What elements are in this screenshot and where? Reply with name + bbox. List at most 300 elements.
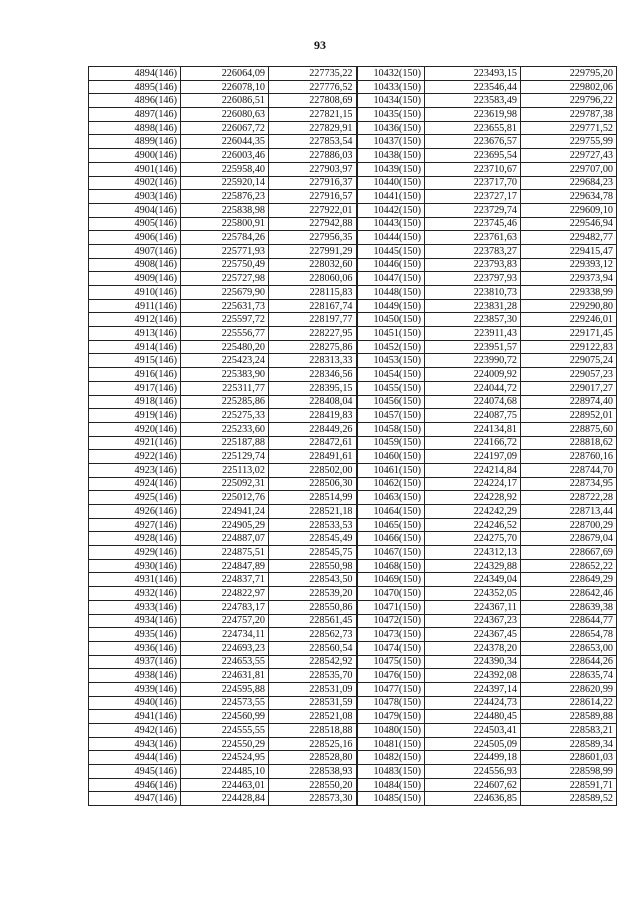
cell-point-id-left: 4906(146) [89,231,181,245]
cell-x-left: 225784,26 [181,231,269,245]
cell-y-right: 229707,00 [521,162,617,176]
cell-x-left: 226044,35 [181,135,269,149]
cell-y-left: 227903,97 [269,162,357,176]
cell-y-right: 229802,06 [521,80,617,94]
cell-x-left: 225771,93 [181,244,269,258]
table-row [89,778,617,792]
cell-y-left: 227942,88 [269,217,357,231]
cell-x-left: 226086,51 [181,94,269,108]
cell-y-left: 228491,61 [269,450,357,464]
cell-x-right: 224390,34 [425,655,521,669]
cell-x-left: 225480,20 [181,340,269,354]
cell-point-id-right: 10477(150) [357,682,425,696]
table-row [89,381,617,395]
cell-y-right: 229795,20 [521,67,617,81]
cell-point-id-left: 4916(146) [89,368,181,382]
cell-point-id-right: 10446(150) [357,258,425,272]
table-row [89,491,617,505]
cell-x-left: 224595,88 [181,682,269,696]
cell-point-id-left: 4899(146) [89,135,181,149]
cell-x-left: 224550,29 [181,737,269,751]
cell-y-right: 229482,77 [521,231,617,245]
cell-point-id-right: 10456(150) [357,395,425,409]
cell-y-right: 229771,52 [521,121,617,135]
table-row [89,340,617,354]
cell-y-left: 228538,93 [269,765,357,779]
cell-x-left: 225187,88 [181,436,269,450]
cell-x-left: 224757,20 [181,614,269,628]
cell-point-id-left: 4935(146) [89,628,181,642]
cell-y-left: 227922,01 [269,203,357,217]
cell-y-right: 229373,94 [521,272,617,286]
cell-y-left: 228197,77 [269,313,357,327]
cell-point-id-left: 4946(146) [89,778,181,792]
table-row [89,518,617,532]
cell-x-right: 224214,84 [425,463,521,477]
cell-point-id-right: 10445(150) [357,244,425,258]
cell-x-right: 223745,46 [425,217,521,231]
cell-point-id-right: 10466(150) [357,532,425,546]
cell-x-right: 223710,67 [425,162,521,176]
cell-x-left: 225423,24 [181,354,269,368]
cell-point-id-right: 10453(150) [357,354,425,368]
cell-x-left: 224653,55 [181,655,269,669]
cell-point-id-left: 4911(146) [89,299,181,313]
cell-x-right: 224246,52 [425,518,521,532]
table-row [89,354,617,368]
cell-y-right: 229246,01 [521,313,617,327]
table-row [89,135,617,149]
cell-y-left: 228542,92 [269,655,357,669]
cell-point-id-left: 4937(146) [89,655,181,669]
cell-x-left: 224905,29 [181,518,269,532]
cell-point-id-left: 4907(146) [89,244,181,258]
cell-point-id-right: 10449(150) [357,299,425,313]
cell-x-left: 224560,99 [181,710,269,724]
cell-y-right: 228639,38 [521,600,617,614]
cell-point-id-right: 10438(150) [357,149,425,163]
cell-x-right: 224312,13 [425,546,521,560]
cell-y-right: 228589,88 [521,710,617,724]
cell-point-id-right: 10433(150) [357,80,425,94]
cell-y-right: 229290,80 [521,299,617,313]
cell-y-left: 228395,15 [269,381,357,395]
cell-point-id-left: 4918(146) [89,395,181,409]
table-row [89,587,617,601]
table-row [89,272,617,286]
cell-x-left: 226067,72 [181,121,269,135]
cell-point-id-left: 4921(146) [89,436,181,450]
cell-point-id-left: 4942(146) [89,724,181,738]
cell-x-left: 225750,49 [181,258,269,272]
cell-y-left: 228167,74 [269,299,357,313]
cell-y-right: 229787,38 [521,108,617,122]
cell-x-left: 225012,76 [181,491,269,505]
cell-x-right: 224087,75 [425,409,521,423]
cell-y-right: 228654,78 [521,628,617,642]
cell-x-left: 225876,23 [181,190,269,204]
table-row [89,94,617,108]
cell-point-id-right: 10471(150) [357,600,425,614]
cell-x-right: 223695,54 [425,149,521,163]
cell-y-left: 227808,69 [269,94,357,108]
cell-x-right: 224503,41 [425,724,521,738]
cell-y-right: 229017,27 [521,381,617,395]
cell-point-id-left: 4930(146) [89,559,181,573]
cell-x-right: 224134,81 [425,422,521,436]
cell-point-id-right: 10437(150) [357,135,425,149]
cell-point-id-right: 10465(150) [357,518,425,532]
cell-x-left: 226064,09 [181,67,269,81]
cell-point-id-right: 10472(150) [357,614,425,628]
cell-point-id-left: 4902(146) [89,176,181,190]
cell-x-left: 225920,14 [181,176,269,190]
cell-y-left: 228531,09 [269,682,357,696]
coordinates-table [88,66,617,806]
cell-x-left: 225800,91 [181,217,269,231]
cell-x-left: 225113,02 [181,463,269,477]
cell-y-right: 228734,95 [521,477,617,491]
cell-y-right: 228679,04 [521,532,617,546]
table-row [89,190,617,204]
cell-point-id-left: 4917(146) [89,381,181,395]
cell-x-left: 224783,17 [181,600,269,614]
cell-y-left: 228533,53 [269,518,357,532]
cell-x-left: 224822,97 [181,587,269,601]
cell-point-id-right: 10454(150) [357,368,425,382]
cell-point-id-left: 4914(146) [89,340,181,354]
cell-x-right: 224367,45 [425,628,521,642]
cell-x-left: 226078,10 [181,80,269,94]
cell-point-id-left: 4898(146) [89,121,181,135]
cell-y-right: 228744,70 [521,463,617,477]
cell-x-left: 224847,89 [181,559,269,573]
cell-point-id-right: 10484(150) [357,778,425,792]
table-row [89,422,617,436]
cell-x-left: 226003,46 [181,149,269,163]
cell-x-right: 224424,73 [425,696,521,710]
cell-point-id-right: 10470(150) [357,587,425,601]
cell-y-left: 227991,29 [269,244,357,258]
cell-x-right: 224242,29 [425,505,521,519]
cell-y-right: 229393,12 [521,258,617,272]
cell-x-right: 224636,85 [425,792,521,806]
cell-point-id-left: 4904(146) [89,203,181,217]
cell-y-right: 228598,99 [521,765,617,779]
cell-y-right: 229755,99 [521,135,617,149]
cell-point-id-right: 10473(150) [357,628,425,642]
cell-y-left: 228545,75 [269,546,357,560]
cell-y-right: 228760,16 [521,450,617,464]
cell-point-id-left: 4933(146) [89,600,181,614]
cell-x-left: 224555,55 [181,724,269,738]
cell-point-id-right: 10455(150) [357,381,425,395]
cell-y-left: 228419,83 [269,409,357,423]
cell-x-right: 223857,30 [425,313,521,327]
cell-point-id-left: 4909(146) [89,272,181,286]
cell-point-id-right: 10434(150) [357,94,425,108]
cell-x-right: 224166,72 [425,436,521,450]
cell-point-id-left: 4896(146) [89,94,181,108]
cell-point-id-right: 10483(150) [357,765,425,779]
cell-point-id-right: 10461(150) [357,463,425,477]
table-row [89,792,617,806]
cell-point-id-left: 4931(146) [89,573,181,587]
cell-point-id-left: 4944(146) [89,751,181,765]
cell-x-left: 226080,63 [181,108,269,122]
cell-point-id-left: 4938(146) [89,669,181,683]
cell-y-right: 228642,46 [521,587,617,601]
cell-y-left: 228539,20 [269,587,357,601]
cell-point-id-left: 4927(146) [89,518,181,532]
cell-point-id-right: 10444(150) [357,231,425,245]
table-row [89,395,617,409]
cell-y-left: 228060,06 [269,272,357,286]
cell-y-right: 228583,21 [521,724,617,738]
cell-y-left: 227735,22 [269,67,357,81]
cell-y-right: 228644,26 [521,655,617,669]
cell-point-id-right: 10463(150) [357,491,425,505]
cell-x-right: 223583,49 [425,94,521,108]
table-row [89,573,617,587]
cell-y-right: 228601,03 [521,751,617,765]
cell-x-left: 224485,10 [181,765,269,779]
cell-y-right: 228644,77 [521,614,617,628]
cell-x-right: 224275,70 [425,532,521,546]
table-row [89,600,617,614]
table-row [89,313,617,327]
cell-x-left: 224428,84 [181,792,269,806]
cell-point-id-right: 10482(150) [357,751,425,765]
cell-y-left: 227853,54 [269,135,357,149]
cell-point-id-right: 10485(150) [357,792,425,806]
cell-x-right: 223727,17 [425,190,521,204]
cell-y-left: 227916,37 [269,176,357,190]
table-row [89,286,617,300]
cell-y-left: 228408,04 [269,395,357,409]
cell-x-right: 223619,98 [425,108,521,122]
cell-y-left: 228115,83 [269,286,357,300]
cell-point-id-right: 10474(150) [357,641,425,655]
cell-point-id-right: 10435(150) [357,108,425,122]
cell-y-right: 228653,00 [521,641,617,655]
cell-point-id-right: 10447(150) [357,272,425,286]
cell-point-id-right: 10443(150) [357,217,425,231]
cell-x-right: 224367,11 [425,600,521,614]
cell-x-left: 225727,98 [181,272,269,286]
cell-point-id-right: 10450(150) [357,313,425,327]
cell-point-id-right: 10448(150) [357,286,425,300]
cell-x-right: 224228,92 [425,491,521,505]
cell-y-right: 229546,94 [521,217,617,231]
cell-y-right: 229609,10 [521,203,617,217]
cell-y-left: 228472,61 [269,436,357,450]
table-row [89,710,617,724]
table-row [89,258,617,272]
cell-point-id-right: 10441(150) [357,190,425,204]
table-row [89,546,617,560]
table-row [89,682,617,696]
cell-x-right: 224499,18 [425,751,521,765]
cell-y-left: 228346,56 [269,368,357,382]
cell-y-left: 228550,20 [269,778,357,792]
cell-y-left: 228506,30 [269,477,357,491]
table-row [89,67,617,81]
cell-x-left: 225129,74 [181,450,269,464]
cell-point-id-left: 4908(146) [89,258,181,272]
cell-point-id-left: 4915(146) [89,354,181,368]
cell-y-right: 228614,22 [521,696,617,710]
cell-y-left: 228560,54 [269,641,357,655]
cell-point-id-left: 4945(146) [89,765,181,779]
table-row [89,532,617,546]
coordinates-table-body [89,67,617,806]
cell-point-id-right: 10442(150) [357,203,425,217]
cell-x-left: 225556,77 [181,327,269,341]
cell-y-left: 228227,95 [269,327,357,341]
cell-x-right: 224352,05 [425,587,521,601]
cell-y-right: 228591,71 [521,778,617,792]
cell-x-right: 223761,63 [425,231,521,245]
cell-x-left: 225679,90 [181,286,269,300]
cell-x-right: 224392,08 [425,669,521,683]
cell-y-left: 227829,91 [269,121,357,135]
cell-x-right: 224349,04 [425,573,521,587]
cell-point-id-right: 10481(150) [357,737,425,751]
cell-y-right: 229171,45 [521,327,617,341]
cell-x-right: 223990,72 [425,354,521,368]
cell-point-id-right: 10460(150) [357,450,425,464]
cell-x-right: 223493,15 [425,67,521,81]
cell-x-right: 223797,93 [425,272,521,286]
cell-y-left: 228518,88 [269,724,357,738]
cell-y-right: 229415,47 [521,244,617,258]
cell-point-id-left: 4928(146) [89,532,181,546]
cell-x-left: 225631,73 [181,299,269,313]
cell-y-right: 229057,23 [521,368,617,382]
table-row [89,505,617,519]
cell-y-left: 228562,73 [269,628,357,642]
cell-y-right: 229684,23 [521,176,617,190]
cell-y-right: 228713,44 [521,505,617,519]
cell-x-right: 224480,45 [425,710,521,724]
table-row [89,121,617,135]
cell-y-left: 228032,60 [269,258,357,272]
cell-point-id-right: 10478(150) [357,696,425,710]
table-row [89,149,617,163]
cell-y-left: 228521,18 [269,505,357,519]
table-row [89,765,617,779]
table-row [89,477,617,491]
cell-y-left: 228449,26 [269,422,357,436]
cell-y-left: 228275,86 [269,340,357,354]
cell-point-id-left: 4939(146) [89,682,181,696]
cell-point-id-left: 4932(146) [89,587,181,601]
cell-point-id-left: 4894(146) [89,67,181,81]
table-row [89,108,617,122]
cell-x-left: 225597,72 [181,313,269,327]
cell-point-id-left: 4919(146) [89,409,181,423]
cell-point-id-right: 10468(150) [357,559,425,573]
cell-point-id-right: 10458(150) [357,422,425,436]
cell-y-right: 228635,74 [521,669,617,683]
cell-x-right: 223729,74 [425,203,521,217]
table-row [89,669,617,683]
cell-y-left: 228543,50 [269,573,357,587]
cell-x-left: 225275,33 [181,409,269,423]
cell-point-id-left: 4947(146) [89,792,181,806]
cell-x-left: 225838,98 [181,203,269,217]
cell-point-id-right: 10452(150) [357,340,425,354]
cell-point-id-left: 4901(146) [89,162,181,176]
cell-y-right: 229075,24 [521,354,617,368]
cell-x-right: 224607,62 [425,778,521,792]
table-row [89,299,617,313]
cell-x-left: 224734,11 [181,628,269,642]
cell-point-id-right: 10432(150) [357,67,425,81]
cell-x-left: 224463,01 [181,778,269,792]
cell-point-id-right: 10436(150) [357,121,425,135]
table-row [89,217,617,231]
cell-x-right: 224009,92 [425,368,521,382]
cell-point-id-left: 4941(146) [89,710,181,724]
cell-y-left: 227916,57 [269,190,357,204]
cell-x-left: 225311,77 [181,381,269,395]
cell-point-id-right: 10440(150) [357,176,425,190]
cell-y-left: 228535,70 [269,669,357,683]
cell-x-left: 224941,24 [181,505,269,519]
cell-x-right: 223546,44 [425,80,521,94]
cell-point-id-right: 10439(150) [357,162,425,176]
cell-point-id-left: 4940(146) [89,696,181,710]
cell-y-right: 228952,01 [521,409,617,423]
cell-x-right: 224556,93 [425,765,521,779]
cell-point-id-left: 4926(146) [89,505,181,519]
table-row [89,231,617,245]
cell-point-id-right: 10475(150) [357,655,425,669]
table-row [89,450,617,464]
cell-y-right: 228589,34 [521,737,617,751]
cell-x-left: 225233,60 [181,422,269,436]
cell-y-left: 228502,00 [269,463,357,477]
cell-y-left: 227956,35 [269,231,357,245]
table-row [89,244,617,258]
cell-x-left: 224693,23 [181,641,269,655]
cell-x-right: 224367,23 [425,614,521,628]
cell-point-id-left: 4922(146) [89,450,181,464]
cell-y-right: 229122,83 [521,340,617,354]
cell-x-right: 223655,81 [425,121,521,135]
cell-y-left: 228550,86 [269,600,357,614]
cell-y-right: 228700,29 [521,518,617,532]
cell-y-left: 228521,08 [269,710,357,724]
cell-y-left: 228531,59 [269,696,357,710]
cell-point-id-left: 4895(146) [89,80,181,94]
cell-point-id-right: 10451(150) [357,327,425,341]
cell-point-id-left: 4897(146) [89,108,181,122]
cell-x-right: 223717,70 [425,176,521,190]
table-row [89,559,617,573]
cell-y-right: 228589,52 [521,792,617,806]
cell-y-right: 228875,60 [521,422,617,436]
cell-point-id-left: 4912(146) [89,313,181,327]
cell-y-left: 227821,15 [269,108,357,122]
cell-x-right: 224074,68 [425,395,521,409]
table-row [89,368,617,382]
table-row [89,436,617,450]
cell-point-id-right: 10462(150) [357,477,425,491]
cell-point-id-right: 10476(150) [357,669,425,683]
